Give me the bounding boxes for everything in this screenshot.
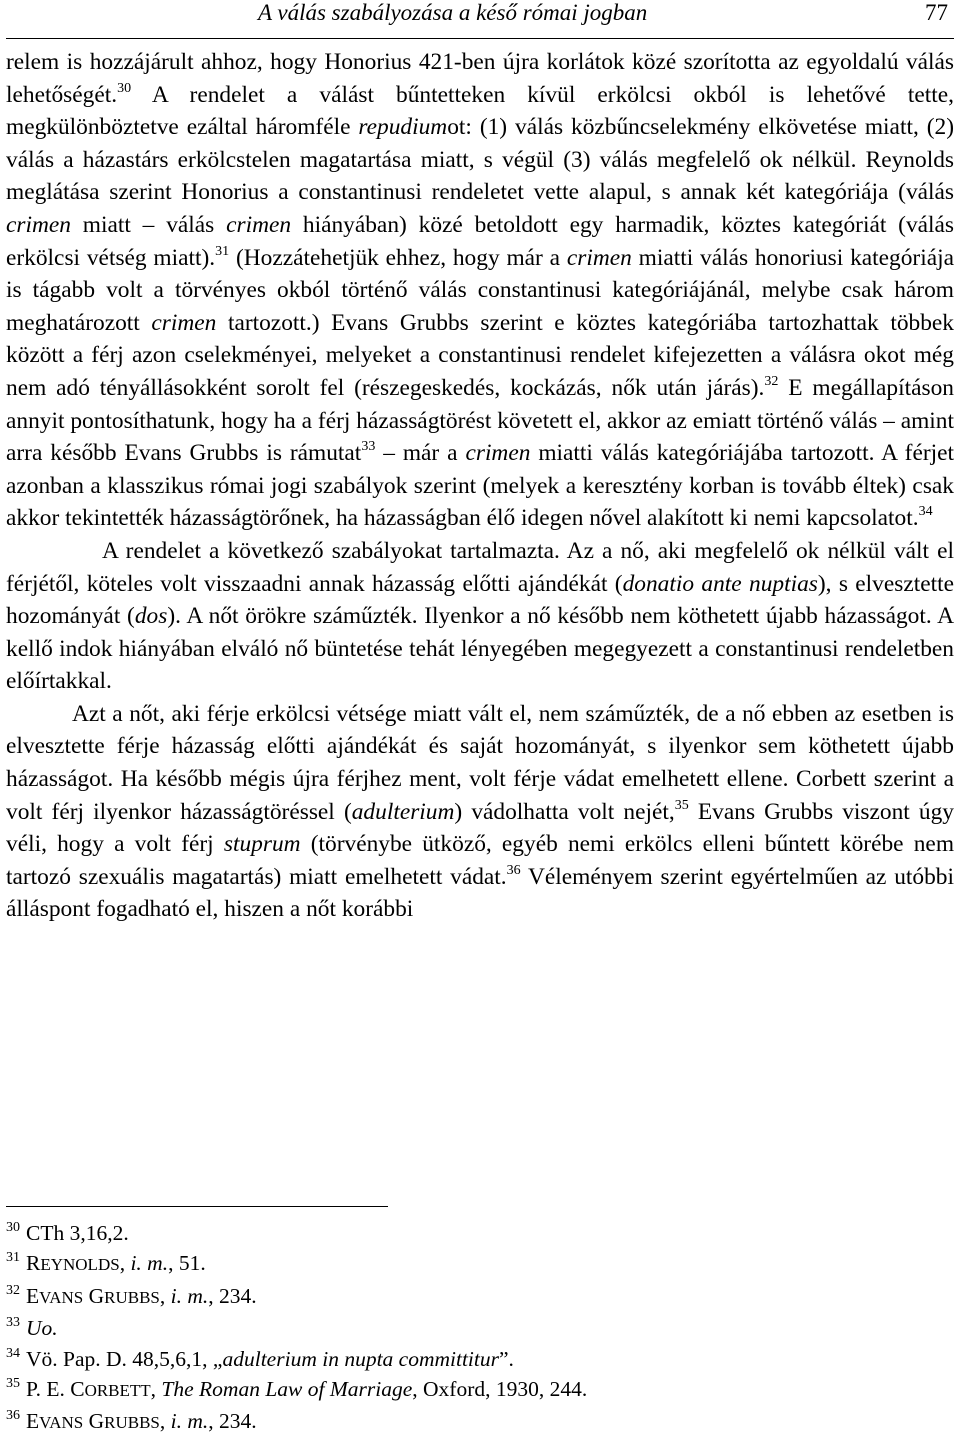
footnote-separator — [6, 1206, 388, 1207]
small-caps-run: RUBBS — [104, 1413, 160, 1433]
body-text — [6, 46, 954, 926]
italic-run: donatio ante nuptias — [622, 570, 818, 597]
text-run: ), s elvesztette hozományát ( — [6, 570, 955, 630]
text-run: , 234. — [208, 1409, 257, 1434]
text-run: A rendelet a válást bűntetteken kívül erkölcsi okból is lehetővé tette, megkülönböztetve ezáltal háromféle — [6, 81, 954, 141]
text-run: ) vádolhatta volt nejét, — [454, 798, 675, 825]
text-run: E megállapításon annyit pontosíthatunk, hogy ha a férj házasságtörést követett el, akkor az emiatt történő válás – amint arra később Evans Grubbs is rámutat — [6, 374, 954, 467]
text-run: E — [26, 1283, 40, 1308]
italic-run: i. m. — [170, 1409, 209, 1434]
footnote-ref: 31 — [215, 243, 230, 259]
italic-run: stuprum — [223, 831, 301, 858]
footnote-ref: 34 — [918, 504, 933, 520]
footnote-number: 35 — [6, 1376, 20, 1392]
small-caps-run: VANS — [39, 1287, 84, 1307]
text-run: R — [26, 1251, 41, 1276]
footnote — [6, 1344, 954, 1374]
text-run: ”. — [499, 1346, 514, 1371]
italic-run: adulterium — [351, 798, 455, 825]
text-run: miatt – válás — [70, 211, 227, 238]
text-run: G — [83, 1283, 105, 1308]
text-run: relem is hozzájárult ahhoz, hogy Honorius 421-ben újra korlátok közé szorította az egyoldalú válás lehetőségét. — [6, 49, 954, 108]
italic-run: adulterium in nupta committitur — [222, 1346, 499, 1371]
footnote-ref: 33 — [361, 439, 376, 455]
text-run: P. E. C — [26, 1377, 85, 1402]
italic-run: i. m. — [130, 1251, 169, 1276]
italic-run: crimen — [6, 211, 71, 238]
footnote — [6, 1313, 954, 1343]
text-run: , — [159, 1283, 171, 1308]
text-run: hiányában) közé betoldott egy harmadik, köztes kategóriát (válás erkölcsi vétség miatt). — [6, 211, 955, 271]
footnote-ref: 30 — [117, 80, 132, 96]
text-run: A rendelet a következő szabályokat tartalmazta. Az a nő, aki megfelelő ok nélkül vált el férjétől, köteles volt visszaadni annak házasság előtti ajándékát ( — [6, 537, 954, 597]
footnote — [6, 1406, 954, 1438]
running-header — [6, 0, 954, 39]
small-caps-run: RUBBS — [104, 1287, 160, 1307]
small-caps-run: VANS — [39, 1413, 84, 1433]
text-run: miatti válás kategóriájába tartozott. A férjet azonban a klasszikus római jogi szabályok szerint (melyek a keresztény korban is tovább éltek) csak akkor tekintették házasságtörőnek, ha házasságban élő idegen nővel alakított ki nemi kapcsolatot. — [6, 440, 954, 532]
text-run: tartozott.) Evans Grubbs szerint e köztes kategóriába tartozhattak többek között a férj azon cselekményei, melyeket a constantinusi rendelet kifejezetten a válásra okot még nem adó tényállásokként sorolt fel (részegeskedés, kockázás, nők után járás). — [6, 309, 954, 401]
text-run: , — [150, 1377, 162, 1402]
footnote-number: 31 — [6, 1250, 20, 1266]
text-run: ot: (1) válás közbűncselekmény elkövetése miatt, (2) válás a házastárs erkölcstelen magatartása miatt, s végül (3) válás megfelelő ok nélkül. Reynolds meglátása szerint Honorius a constantinusi rendeletet vette alapul, s annak két kategóriája (válás — [6, 114, 954, 206]
footnote-ref: 35 — [674, 797, 689, 813]
text-run: Véleményem szerint egyértelműen az utóbbi álláspont fogadható el, hiszen a nőt korábbi — [6, 863, 954, 923]
text-run: G — [83, 1409, 105, 1434]
footnote-number: 30 — [6, 1220, 20, 1235]
footnote-number: 36 — [6, 1408, 20, 1424]
footnotes — [6, 1218, 954, 1439]
footnote — [6, 1374, 954, 1406]
footnote — [6, 1248, 954, 1280]
text-run: , — [119, 1251, 131, 1276]
footnote-ref: 36 — [506, 862, 521, 878]
italic-run: Uo. — [26, 1316, 58, 1341]
small-caps-run: ORBETT — [84, 1381, 151, 1401]
footnote-number: 34 — [6, 1345, 20, 1361]
italic-run: crimen — [566, 244, 632, 271]
italic-run: crimen — [465, 440, 531, 467]
small-caps-run: EYNOLDS — [40, 1255, 120, 1275]
paragraph-1 — [6, 46, 954, 535]
text-run: , 234. — [208, 1283, 257, 1308]
footnote-number: 33 — [6, 1315, 20, 1331]
italic-run: crimen — [151, 309, 217, 336]
text-run: – már a — [375, 440, 466, 467]
text-run: (törvénybe ütköző, egyéb nemi erkölcs elleni bűntett körébe nem tartozó szexuális magatartás) miatt emelhetett vádat. — [6, 831, 955, 890]
paragraph-2 — [6, 535, 954, 698]
header-title: A válás szabályozása a késő római jogban — [258, 0, 648, 25]
text-run: , — [159, 1409, 171, 1434]
page-number: 77 — [925, 0, 948, 25]
text-run: ). A nőt örökre száműzték. Ilyenkor a nő később nem köthetett újabb házasságot. A kellő indok hiányában elváló nő büntetése tehát lényegében megegyezett a constantinusi rendeletben előírtakkal. — [6, 603, 955, 695]
paragraph-3 — [6, 698, 954, 926]
text-run: Azt a nőt, aki férje erkölcsi vétsége miatt vált el, nem száműzték, de a nő ebben az esetben is elvesztette férje házasság előtti ajándékát és saját hozományát, s ilyenkor sem köthetett újabb házasságot. Ha később mégis újra férjhez ment, volt férje vádat emelhetett ellene. Corbett szerint a volt férj ilyenkor házasságtöréssel ( — [6, 700, 954, 825]
text-run: CTh 3,16,2. — [26, 1221, 129, 1245]
footnote-ref: 32 — [764, 373, 779, 389]
italic-run: dos — [134, 603, 168, 630]
text-run: (Hozzátehetjük ehhez, hogy már a — [229, 244, 567, 271]
text-run: , 51. — [168, 1251, 206, 1276]
text-run: Evans Grubbs viszont úgy véli, hogy a volt férj — [6, 798, 954, 858]
text-run: , Oxford, 1930, 244. — [412, 1377, 588, 1402]
italic-run: crimen — [226, 211, 292, 238]
footnote-number: 32 — [6, 1282, 20, 1298]
italic-run: i. m. — [170, 1283, 209, 1308]
footnote — [6, 1281, 954, 1313]
italic-run: repudium — [358, 114, 448, 141]
italic-run: The Roman Law of Marriage — [161, 1377, 413, 1402]
footnote — [6, 1218, 954, 1248]
text-run: Vö. Pap. D. 48,5,6,1, „ — [26, 1346, 223, 1371]
text-run: miatti válás honoriusi kategóriája is tágabb volt a törvényes okból történő válás constantinusi kategóriájánál, melybe csak három meghatározott — [6, 244, 954, 336]
text-run: E — [26, 1409, 40, 1434]
